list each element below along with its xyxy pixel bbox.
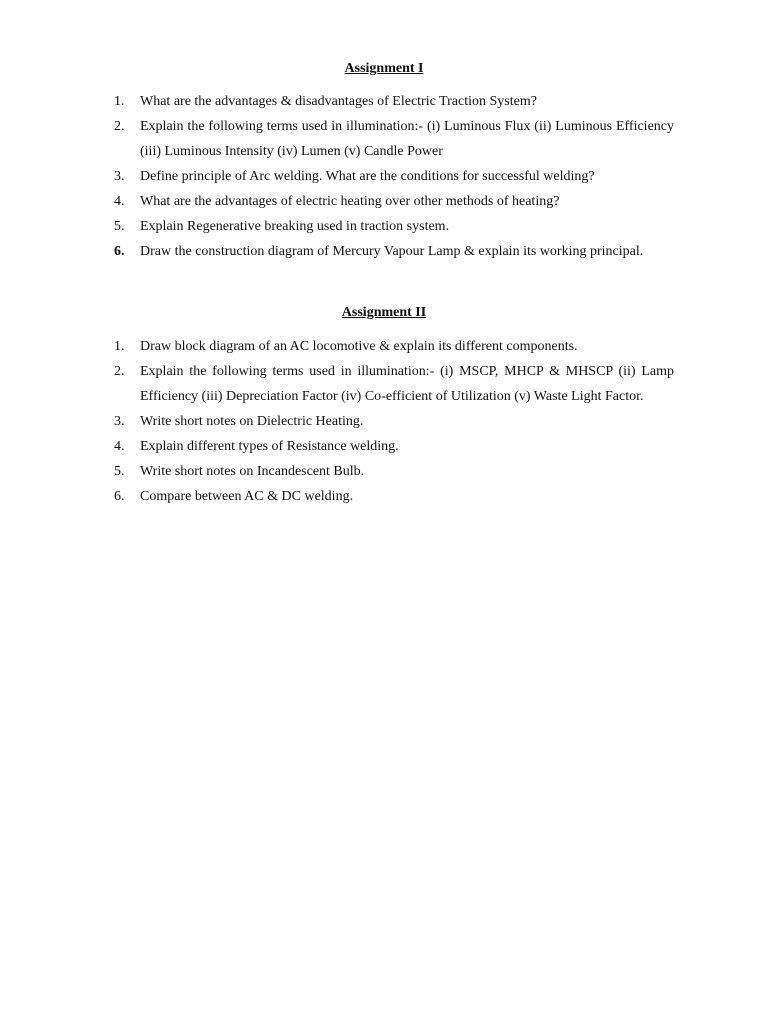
question-number: 6.: [114, 489, 125, 504]
list-item: [114, 459, 674, 484]
list-item: [114, 89, 674, 114]
question-number: 1.: [114, 339, 125, 354]
question-text: Explain the following terms used in illumination:- (i) MSCP, MHCP & MHSCP (ii) Lamp Efficiency (iii) Depreciation Factor (iv) Co-efficient of Utilization (v) Waste Light Factor.: [140, 364, 674, 404]
assignment-2-question-list: [114, 334, 674, 509]
question-number: 6.: [114, 244, 125, 259]
question-text: What are the advantages of electric heating over other methods of heating?: [140, 194, 560, 209]
question-text: Write short notes on Dielectric Heating.: [140, 414, 364, 429]
question-number: 4.: [114, 439, 125, 454]
question-text: Draw the construction diagram of Mercury Vapour Lamp & explain its working principal.: [140, 244, 644, 259]
list-item: [114, 334, 674, 359]
list-item: [114, 359, 674, 409]
list-item: [114, 239, 674, 264]
question-number: 5.: [114, 464, 125, 479]
question-text: Explain different types of Resistance welding.: [140, 439, 399, 454]
question-text: Write short notes on Incandescent Bulb.: [140, 464, 365, 479]
question-text: Explain the following terms used in illumination:- (i) Luminous Flux (ii) Luminous Efficiency (iii) Luminous Intensity (iv) Lumen (v) Candle Power: [140, 119, 674, 159]
list-item: [114, 434, 674, 459]
question-number: 3.: [114, 169, 125, 184]
question-number: 4.: [114, 194, 125, 209]
question-text: Draw block diagram of an AC locomotive & explain its different components.: [140, 339, 578, 354]
question-text: Explain Regenerative breaking used in traction system.: [140, 219, 450, 234]
assignment-2-title: Assignment II: [341, 305, 427, 320]
assignment-1-title: Assignment I: [344, 61, 424, 76]
question-number: 3.: [114, 414, 125, 429]
question-text: What are the advantages & disadvantages of Electric Traction System?: [140, 94, 537, 109]
list-item: [114, 189, 674, 214]
question-number: 5.: [114, 219, 125, 234]
list-item: [114, 214, 674, 239]
list-item: [114, 409, 674, 434]
list-item: [114, 484, 674, 509]
assignment-1-question-list: [114, 89, 674, 264]
question-text: Compare between AC & DC welding.: [140, 489, 354, 504]
question-number: 1.: [114, 94, 125, 109]
question-text: Define principle of Arc welding. What are the conditions for successful welding?: [140, 169, 595, 184]
list-item: [114, 114, 674, 164]
question-number: 2.: [114, 364, 125, 379]
question-number: 2.: [114, 119, 125, 134]
list-item: [114, 164, 674, 189]
